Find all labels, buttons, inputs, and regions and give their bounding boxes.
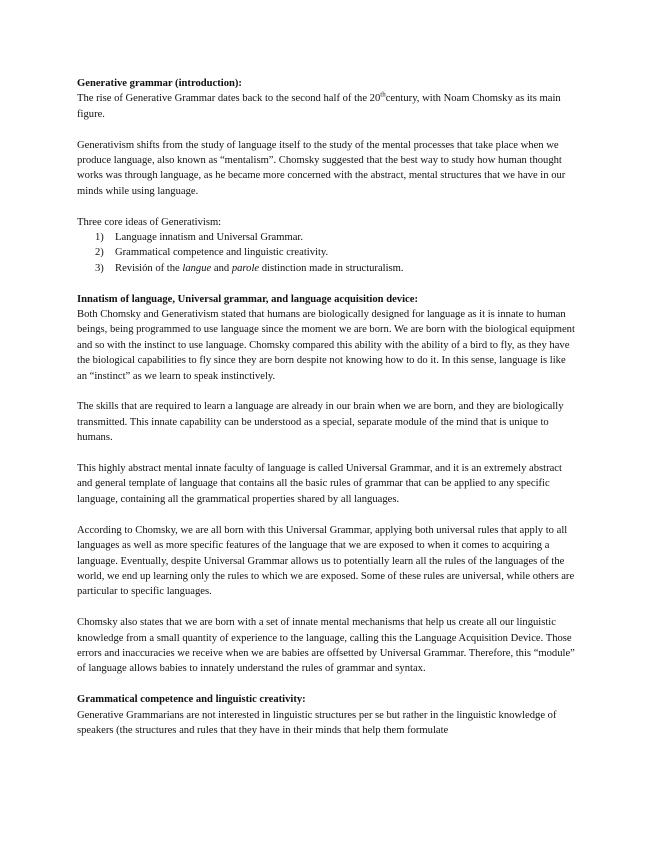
paragraph-text: century, with Noam Chomsky as its main figure. (77, 93, 561, 120)
section-heading-innatism: Innatism of language, Universal grammar, and language acquisition device: (77, 293, 418, 305)
paragraph: The skills that are required to learn a language are already in our brain when we are born, and they are biologically transmitted. This innate capability can be understood as a special, separate module of the mind that is unique to humans. (77, 401, 564, 444)
list-item-text: Grammatical competence and linguistic creativity. (115, 247, 329, 259)
paragraph (77, 91, 577, 122)
list-item-text: and (211, 262, 232, 274)
paragraph: Chomsky also states that we are born with a set of innate mental mechanisms that help us create all our linguistic knowledge from a small quantity of experience to the language, calling this the Language Acquisition Device. Those errors and inaccuracies we receive when we are babies are offsetted by Universal Grammar. Therefore, this “module” of language allows babies to innately understand the rules of grammar and syntax. (77, 617, 575, 675)
list-number: 2) (95, 247, 104, 259)
list-intro: Three core ideas of Generativism: (77, 216, 222, 228)
core-ideas-list (77, 230, 577, 276)
paragraph: Both Chomsky and Generativism stated that humans are biologically designed for language as it is innate to human beings, being programmed to use language since the moment we are born. We are born with the biological equipment and so with the instinct to use language. Chomsky compared this ability with the ability of a bird to fly, as they have the biological capabilities to fly since they are born despite not knowing how to do it. In this sense, language is like an “instinct” as we learn to speak instinctively. (77, 309, 575, 382)
superscript-ordinal: th (380, 90, 386, 99)
list-item (77, 261, 577, 276)
paragraph: Generativism shifts from the study of language itself to the study of the mental processes that take place when we produce language, also known as “mentalism”. Chomsky suggested that the best way to study how human thought works was through language, as he became more concerned with the abstract, mental structures that we have in our minds while using language. (77, 139, 566, 197)
list-item-text: Revisión of the (115, 262, 183, 274)
list-item-emphasis: langue (182, 262, 212, 274)
paragraph-text: The rise of Generative Grammar dates back to the second half of the 20 (77, 93, 381, 105)
list-item (77, 230, 577, 245)
paragraph: This highly abstract mental innate faculty of language is called Universal Grammar, and it is an extremely abstract and general template of language that contains all the basic rules of grammar that can be applied to any specific language, containing all the grammatical properties shared by all languages. (77, 463, 562, 505)
section-heading-generative-grammar: Generative grammar (introduction): (77, 78, 242, 89)
list-number: 1) (95, 232, 104, 244)
list-item (77, 245, 577, 260)
section-heading-competence: Grammatical competence and linguistic creativity: (77, 694, 306, 706)
list-item-text: distinction made in structuralism. (259, 262, 404, 274)
list-item-text: Language innatism and Universal Grammar. (115, 232, 303, 244)
document-body (77, 76, 577, 754)
list-item-emphasis: parole (231, 262, 260, 274)
paragraph: According to Chomsky, we are all born with this Universal Grammar, applying both universal rules that apply to all languages as well as more specific features of the language that we are exposed to when it comes to acquiring a language. Eventually, despite Universal Grammar allows us to potentially learn all the rules of the languages of the world, we end up learning only the rules to which we are exposed. Some of these rules are universal, while others are particular to specific languages. (77, 524, 575, 598)
paragraph: Generative Grammarians are not interested in linguistic structures per se but rather in the linguistic knowledge of speakers (the structures and rules that they have in their minds that help them formulate (77, 709, 557, 736)
list-number: 3) (95, 262, 104, 274)
